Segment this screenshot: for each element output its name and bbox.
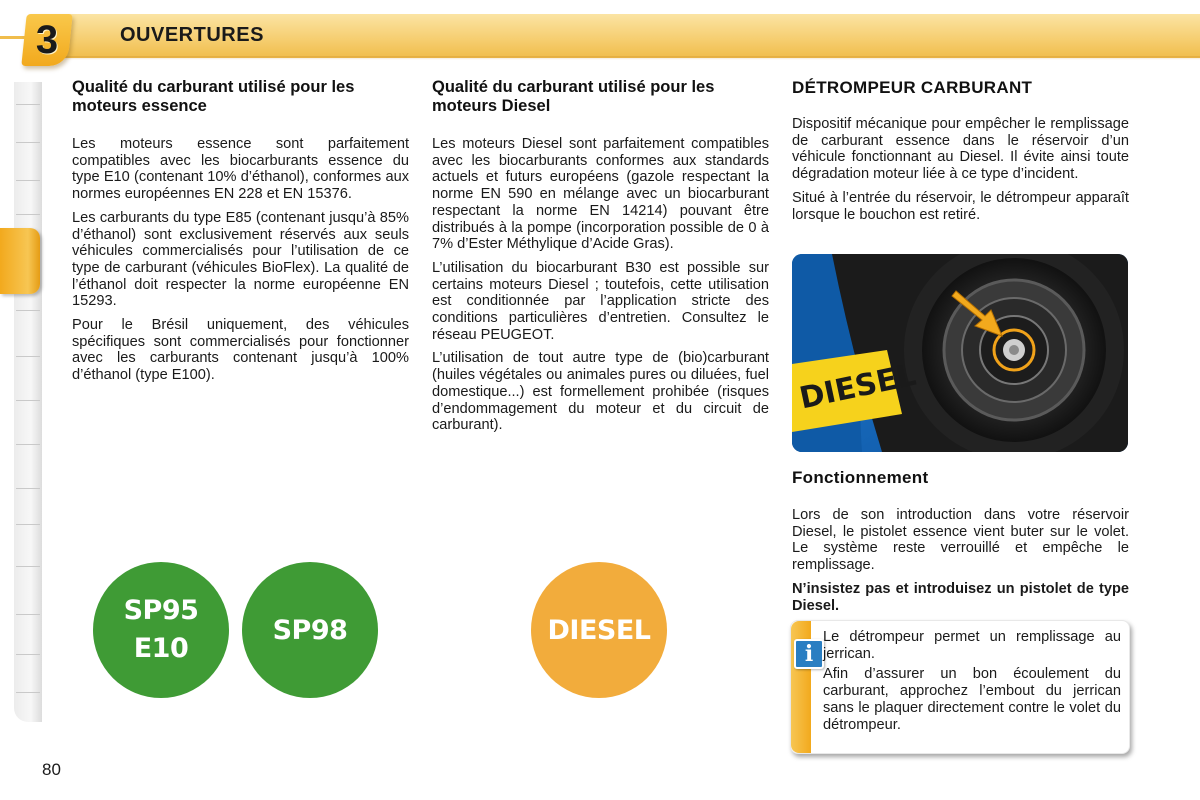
- page-number: 80: [42, 760, 61, 779]
- fonctionnement-paragraph: Lors de son introduction dans votre réservoir Diesel, le pistolet essence vient buter sur le volet. Le système reste verrouillé et empêche le remplissage.: [792, 507, 1129, 574]
- sp98-badge: [242, 562, 378, 698]
- chapter-number: 3: [35, 18, 59, 62]
- e10-label: E10: [133, 633, 189, 664]
- strip-divider: [16, 400, 40, 401]
- strip-divider: [16, 356, 40, 357]
- diesel-paragraph: Les moteurs Diesel sont parfaitement compatibles avec les biocarburants conformes aux standards actuels et futurs européens (gazole respectant la norme EN 590 en mélange avec un biocarburant respectant la norme EN 14214) pouvant être distribués à la pompe (incorporation possible de 0 à 7% d’Ester Méthylique d’Acide Gras).: [432, 136, 769, 253]
- detrompeur-paragraph: Dispositif mécanique pour empêcher le remplissage de carburant essence dans le réservoir d’un véhicule fonctionnant au Diesel. Il évite ainsi toute dégradation moteur liée à ce type d’incident.: [792, 116, 1129, 183]
- photo-diesel-label: DIESEL: [796, 357, 920, 417]
- header-shadow: [60, 56, 1200, 60]
- fuel-filler-photo: [792, 254, 1128, 452]
- detrompeur-heading: DÉTROMPEUR CARBURANT: [792, 78, 1033, 97]
- essence-paragraph: Pour le Brésil uniquement, des véhicules spécifiques sont commercialisés pour fonctionner avec les carburants contenant jusqu’à 100% d’éthanol (type E100).: [72, 317, 409, 384]
- column-diesel: [432, 78, 769, 441]
- info-paragraph: Afin d’assurer un bon écoulement du carburant, approchez l’embout du jerrican sans le plaquer directement contre le volet du détrompeur.: [823, 666, 1121, 733]
- strip-divider: [16, 692, 40, 693]
- sp95-label: SP95: [123, 595, 199, 626]
- strip-divider: [16, 142, 40, 143]
- strip-divider: [16, 488, 40, 489]
- header-line: [0, 36, 26, 39]
- info-box: [790, 620, 1130, 754]
- diesel-heading: Qualité du carburant utilisé pour les moteurs Diesel: [432, 78, 715, 115]
- detrompeur-paragraph: Situé à l’entrée du réservoir, le détrompeur apparaît lorsque le bouchon est retiré.: [792, 189, 1129, 223]
- strip-divider: [16, 104, 40, 105]
- diesel-label: DIESEL: [547, 614, 651, 646]
- fonctionnement-heading: Fonctionnement: [792, 468, 929, 487]
- sp98-label: SP98: [272, 614, 348, 646]
- essence-paragraph: Les carburants du type E85 (contenant jusqu’à 85% d’éthanol) sont exclusivement réservés aux seuls véhicules commercialisés pour l’utilisation de ce type de carburant (véhicules BioFlex). La qualité de l’éthanol doit respecter la norme européenne EN 15293.: [72, 209, 409, 310]
- info-text: [823, 629, 1121, 737]
- diesel-paragraph: L’utilisation du biocarburant B30 est possible sur certains moteurs Diesel ; toutefois, cette utilisation est conditionnée par l’application stricte des conditions particulières d’entretien. Consultez le réseau PEUGEOT.: [432, 259, 769, 343]
- strip-divider: [16, 310, 40, 311]
- strip-divider: [16, 524, 40, 525]
- strip-divider: [16, 614, 40, 615]
- strip-divider: [16, 566, 40, 567]
- column-detrompeur: [792, 78, 1129, 230]
- strip-divider: [16, 214, 40, 215]
- page-title: OUVERTURES: [120, 24, 264, 46]
- strip-divider: [16, 444, 40, 445]
- chapter-strip: [14, 82, 42, 722]
- fuel-filler-illustration: [792, 254, 1128, 452]
- diesel-paragraph: L’utilisation de tout autre type de (bio)carburant (huiles végétales ou animales pures ou diluées, fuel domestique...) est formellement prohibée (risques d’endommagement du moteur et du circuit de carburant).: [432, 350, 769, 434]
- column-essence: [72, 78, 409, 391]
- strip-divider: [16, 654, 40, 655]
- active-chapter-tab: [0, 228, 40, 294]
- essence-paragraph: Les moteurs essence sont parfaitement compatibles avec les biocarburants essence du type E10 (contenant 10% d’éthanol), conformes aux normes européennes EN 228 et EN 15376.: [72, 136, 409, 203]
- diesel-badge: [531, 562, 667, 698]
- info-paragraph: Le détrompeur permet un remplissage au jerrican.: [823, 629, 1121, 662]
- fonctionnement-section: [792, 468, 1129, 621]
- warning-text: N’insistez pas et introduisez un pistolet de type Diesel.: [792, 580, 1129, 614]
- sp95-e10-badge: [93, 562, 229, 698]
- strip-divider: [16, 180, 40, 181]
- info-icon: i: [794, 639, 824, 669]
- essence-heading: Qualité du carburant utilisé pour les moteurs essence: [72, 78, 355, 115]
